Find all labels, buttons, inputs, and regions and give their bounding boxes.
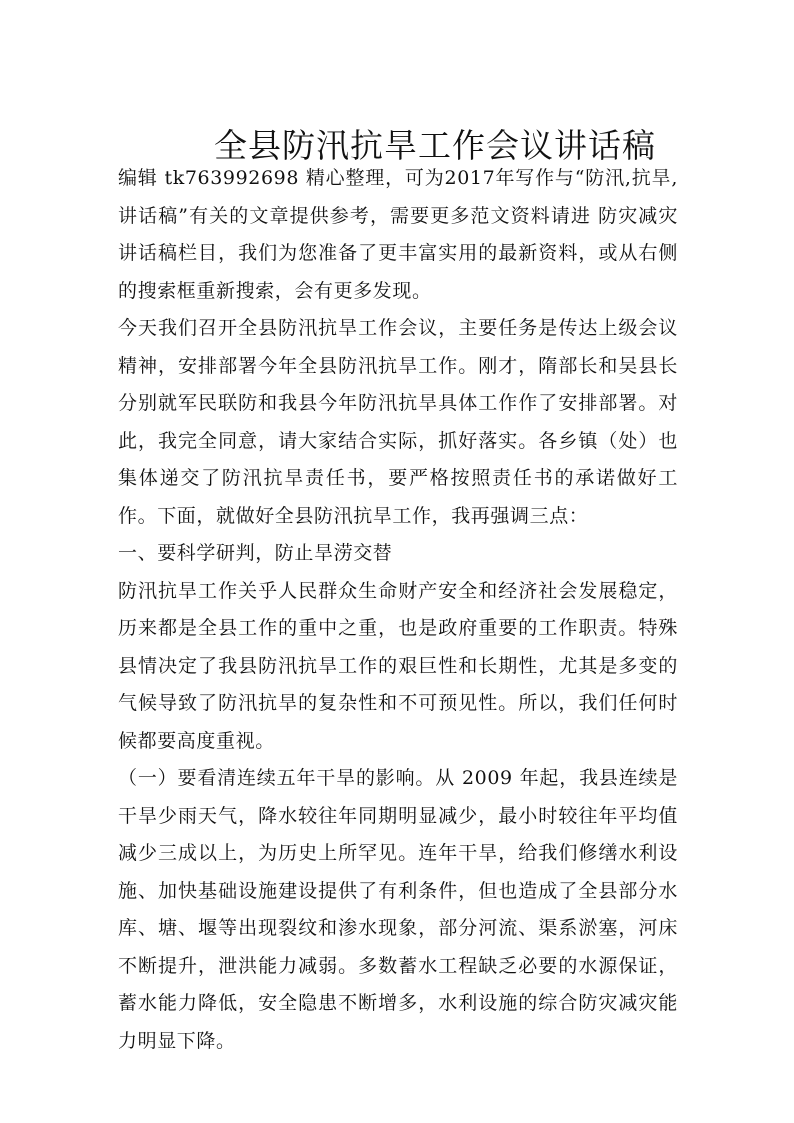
section-heading: 一、要科学研判，防止旱涝交替 xyxy=(118,542,393,564)
intro-paragraph: 编辑 tk763992698 精心整理，可为2017年写作与“防汛,抗旱,讲话稿”有关的文章提供参考，需要更多范文资料请进 防灾减灾讲话稿栏目，我们为您准备了更丰富实用的最新资料，或从右侧的搜索框重新搜索，会有更多发现。 xyxy=(118,167,678,302)
body-paragraph: 今天我们召开全县防汛抗旱工作会议，主要任务是传达上级会议精神，安排部署今年全县防汛抗旱工作。刚才，隋部长和吴县长分别就军民联防和我县今年防汛抗旱具体工作作了安排部署。对此，我完全同意，请大家结合实际，抓好落实。各乡镇（处）也集体递交了防汛抗旱责任书，要严格按照责任书的承诺做好工作。下面，就做好全县防汛抗旱工作，我再强调三点： xyxy=(118,317,678,527)
body-paragraph: 防汛抗旱工作关乎人民群众生命财产安全和经济社会发展稳定，历来都是全县工作的重中之重，也是政府重要的工作职责。特殊县情决定了我县防汛抗旱工作的艰巨性和长期性，尤其是多变的气候导致了防汛抗旱的复杂性和不可预见性。所以，我们任何时候都要高度重视。 xyxy=(118,579,678,752)
subsection-paragraph: （一）要看清连续五年干旱的影响。从 2009 年起，我县连续是干旱少雨天气，降水较往年同期明显减少，最小时较往年平均值减少三成以上，为历史上所罕见。连年干旱，给我们修缮水利设施、加快基础设施建设提供了有利条件，但也造成了全县部分水库、塘、堰等出现裂纹和渗水现象，部分河流、渠系淤塞，河床不断提升，泄洪能力减弱。多数蓄水工程缺乏必要的水源保证，蓄水能力降低，安全隐患不断增多，水利设施的综合防灾减灾能力明显下降。 xyxy=(118,767,678,1052)
document-title: 全县防汛抗旱工作会议讲话稿 xyxy=(214,126,656,166)
document-body xyxy=(118,160,678,1060)
